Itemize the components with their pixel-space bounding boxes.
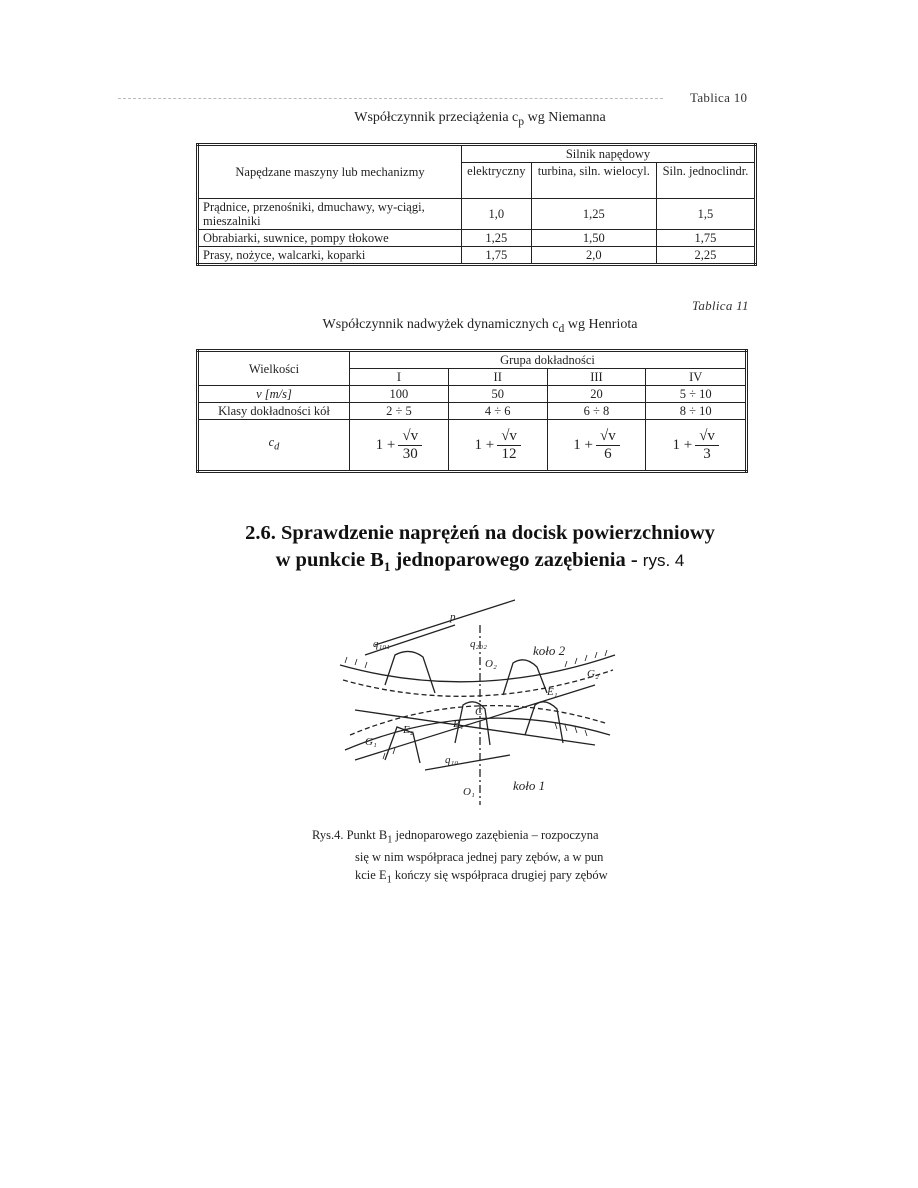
section-heading bbox=[160, 520, 800, 580]
table-row bbox=[198, 403, 747, 420]
table10-cell: 1,75 bbox=[656, 230, 755, 247]
table11-row-klasy-label: Klasy dokładności kół bbox=[198, 403, 350, 420]
table11-cell: 6 ÷ 8 bbox=[547, 403, 646, 420]
table11-cell: 50 bbox=[448, 386, 547, 403]
label-kolo1: koło 1 bbox=[513, 778, 546, 793]
table11-head-rowlabel: Wielkości bbox=[198, 351, 350, 386]
dim-line-q1k bbox=[425, 755, 510, 770]
table10-row-label: Obrabiarki, suwnice, pompy tłokowe bbox=[198, 230, 462, 247]
label-o1: O₁ bbox=[463, 786, 475, 798]
table11-cell: 4 ÷ 6 bbox=[448, 403, 547, 420]
figcap-l1-sub: 1 bbox=[387, 834, 393, 846]
gear2-tooth bbox=[385, 651, 435, 693]
table10-caption-sub: p bbox=[518, 114, 525, 128]
table11-cd-cell bbox=[646, 420, 747, 472]
label-p: p bbox=[450, 611, 456, 623]
scan-dash-line bbox=[118, 98, 663, 99]
label-e2: E₂ bbox=[403, 724, 414, 736]
figcap-l3 bbox=[312, 867, 692, 889]
table10-cell: 2,25 bbox=[656, 247, 755, 265]
table11-caption bbox=[290, 317, 670, 335]
table11-cd-cell bbox=[547, 420, 646, 472]
cd-prefix: 1 + bbox=[573, 437, 593, 453]
cd-numerator: √v bbox=[695, 428, 719, 446]
cd-numerator: √v bbox=[497, 428, 521, 446]
cd-prefix: 1 + bbox=[474, 437, 495, 453]
table10-cell: 1,25 bbox=[531, 199, 656, 230]
table10-cell: 2,0 bbox=[531, 247, 656, 265]
table10-caption bbox=[300, 110, 660, 128]
table-row bbox=[198, 386, 747, 403]
figcap-l1: Rys.4. Punkt B bbox=[312, 828, 388, 842]
table11-cd-sub: d bbox=[274, 441, 280, 453]
table11-group-2: III bbox=[547, 369, 646, 386]
label-q1k: q₁₀ bbox=[445, 754, 459, 766]
label-kolo2: koło 2 bbox=[533, 643, 566, 658]
label-g2: G₂ bbox=[587, 668, 599, 680]
cd-numerator: √v bbox=[398, 428, 422, 446]
cd-denominator: 30 bbox=[402, 445, 418, 462]
heading-text-a: w punkcie B bbox=[275, 549, 384, 571]
section-heading-line2 bbox=[160, 547, 800, 580]
table10 bbox=[196, 143, 757, 266]
table10-head-group: Silnik napędowy bbox=[462, 145, 756, 163]
label-q101: q₁₀₁ bbox=[373, 638, 390, 650]
table-row bbox=[198, 230, 756, 247]
table-row bbox=[198, 199, 756, 230]
table11-cell: 20 bbox=[547, 386, 646, 403]
table10-row-label: Prasy, nożyce, walcarki, koparki bbox=[198, 247, 462, 265]
cd-numerator: √v bbox=[596, 428, 620, 446]
table11-cd-symbol: c bbox=[268, 435, 275, 450]
table10-col-2: Siln. jednoclindr. bbox=[656, 163, 755, 199]
label-b1: B₁ bbox=[453, 718, 464, 730]
table11-cell: 8 ÷ 10 bbox=[646, 403, 747, 420]
label-g1: G₁ bbox=[365, 736, 377, 748]
table10-caption-text: Współczynnik przeciążenia c bbox=[354, 110, 519, 125]
table11 bbox=[196, 349, 748, 473]
table11-cell: 5 ÷ 10 bbox=[646, 386, 747, 403]
table11-head-group: Grupa dokładności bbox=[350, 351, 747, 369]
gear-mesh-figure bbox=[325, 585, 625, 810]
table11-caption-tail: wg Henriota bbox=[564, 317, 638, 332]
table10-cell: 1,75 bbox=[462, 247, 532, 265]
label-q2: q₂₀₂ bbox=[470, 638, 487, 650]
figcap-l1-tail: jednoparowego zazębienia – rozpoczyna bbox=[392, 828, 599, 842]
table11-row-v-label: v [m/s] bbox=[198, 386, 350, 403]
figcap-l2: się w nim współpraca jednej pary zębów, a w pun bbox=[355, 850, 604, 864]
table11-label: Tablica 11 bbox=[692, 298, 749, 313]
figure-caption bbox=[312, 827, 692, 889]
table11-group-0: I bbox=[350, 369, 449, 386]
figcap-l3-tail: kończy się współpraca drugiej pary zębów bbox=[391, 867, 608, 882]
table11-cd-cell bbox=[350, 420, 449, 472]
label-o2: O₂ bbox=[485, 658, 497, 670]
gear2-arc bbox=[340, 655, 615, 682]
table11-cd-cell bbox=[448, 420, 547, 472]
cd-prefix: 1 + bbox=[375, 437, 396, 453]
table11-row-cd-label bbox=[198, 420, 350, 472]
table-row bbox=[198, 420, 747, 472]
table10-cell: 1,50 bbox=[531, 230, 656, 247]
table10-cell: 1,0 bbox=[462, 199, 532, 230]
table10-caption-tail: wg Niemanna bbox=[524, 110, 606, 125]
label-e1: E₁ bbox=[547, 686, 558, 698]
table-row bbox=[198, 247, 756, 265]
table11-caption-text: Współczynnik nadwyżek dynamicznych c bbox=[322, 317, 559, 332]
table11-caption-sub: d bbox=[558, 321, 565, 335]
section-heading-line1: 2.6. Sprawdzenie naprężeń na docisk powierzchniowy bbox=[245, 522, 715, 544]
table10-col-0: elektryczny bbox=[462, 163, 532, 199]
heading-figure-ref: rys. 4 bbox=[642, 551, 685, 570]
table10-col-1: turbina, siln. wielocyl. bbox=[531, 163, 656, 199]
heading-text-b: jednoparowego zazębienia - bbox=[390, 549, 643, 571]
table11-cell: 100 bbox=[350, 386, 449, 403]
table10-row-label: Prądnice, przenośniki, dmuchawy, wy-ciągi, mieszalniki bbox=[198, 199, 462, 230]
label-c: C bbox=[475, 706, 483, 718]
table10-label: Tablica 10 bbox=[690, 90, 748, 105]
figcap-l3-sub: 1 bbox=[386, 874, 392, 885]
table11-group-3: IV bbox=[646, 369, 747, 386]
cd-prefix: 1 + bbox=[672, 437, 693, 453]
cd-denominator: 12 bbox=[501, 445, 517, 462]
figcap-l3-text: kcie E bbox=[355, 867, 387, 882]
table10-cell: 1,25 bbox=[462, 230, 532, 247]
table11-cell: 2 ÷ 5 bbox=[350, 403, 449, 420]
heading-sub: 1 bbox=[383, 559, 391, 575]
table10-cell: 1,5 bbox=[656, 199, 755, 230]
dim-line-p bbox=[375, 600, 515, 645]
table10-head-rowlabel: Napędzane maszyny lub mechanizmy bbox=[198, 145, 462, 199]
cd-denominator: 3 bbox=[703, 445, 711, 462]
table11-group-1: II bbox=[448, 369, 547, 386]
cd-denominator: 6 bbox=[604, 445, 612, 462]
